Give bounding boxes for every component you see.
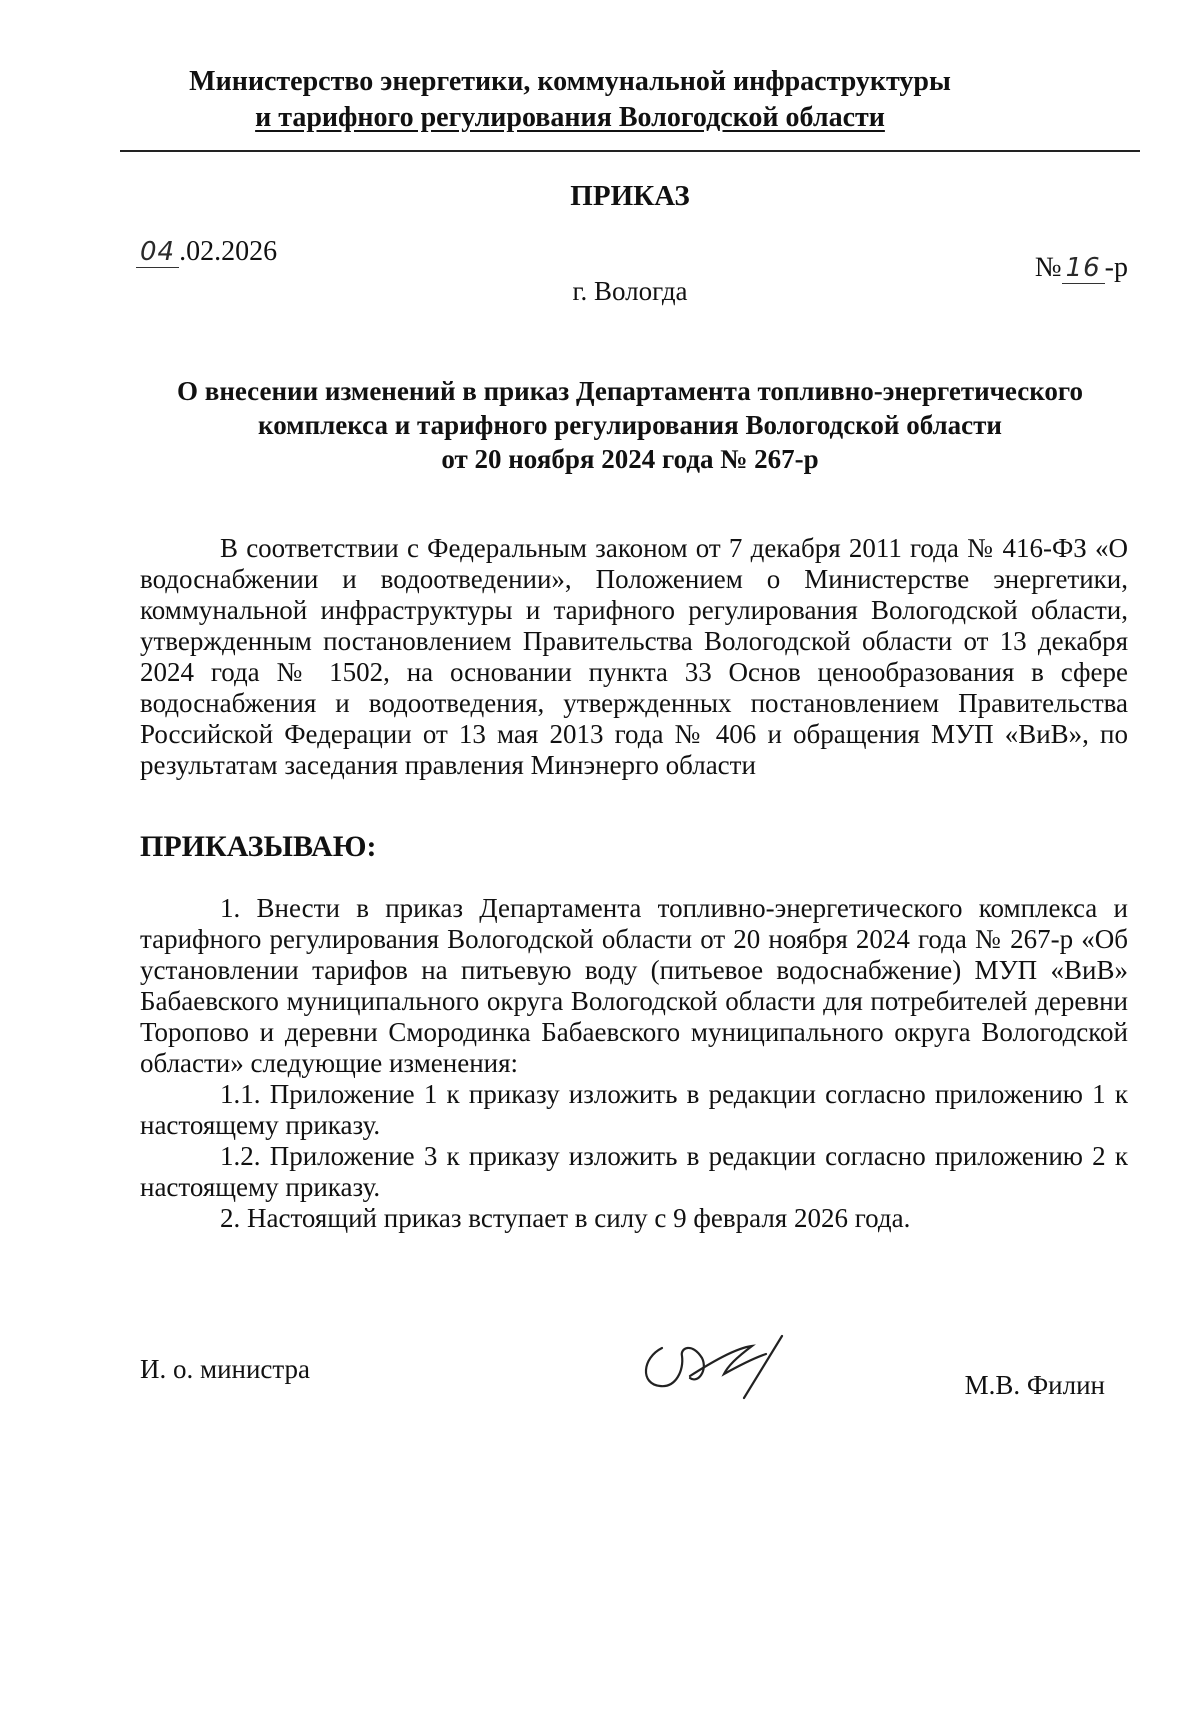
title-line1: О внесении изменений в приказ Департамента топливно-энергетического — [176, 376, 1083, 406]
signer-position: И. о. министра — [140, 1354, 311, 1384]
ministry-name-line1: Министерство энергетики, коммунальной инфраструктуры — [189, 66, 951, 97]
order-item-2: 2. Настоящий приказ вступает в силу с 9 февраля 2026 года. — [220, 1203, 911, 1233]
document-city: г. Вологда — [572, 276, 688, 306]
document-type: ПРИКАЗ — [570, 180, 690, 212]
title-line3: от 20 ноября 2024 года № 267-р — [441, 444, 819, 474]
number-handwritten: 16 — [1062, 253, 1105, 284]
document-date — [136, 236, 277, 268]
date-day-handwritten: 04 — [136, 237, 179, 268]
document-title — [140, 374, 1120, 476]
number-suffix: -р — [1104, 252, 1128, 283]
order-item-1: 1. Внести в приказ Департамента топливно-энергетического комплекса и тарифного регулирования Вологодской области от 20 ноября 2024 года № 267-р «Об установлении тарифов на питьевую воду (питьевое водоснабжение) МУП «ВиВ» Бабаевского муниципального округа Вологодской области для потребителей деревни Торопово и деревни Смородинка Бабаевского муниципального округа Вологодской области» следующие изменения: — [140, 893, 1128, 1078]
date-rest: .02.2026 — [179, 236, 278, 267]
header-divider — [120, 150, 1140, 152]
preamble-paragraph: В соответствии с Федеральным законом от 7 декабря 2011 года № 416-ФЗ «О водоснабжении и водоотведении», Положением о Министерстве энергетики, коммунальной инфраструктуры и тарифного регулирования Вологодской области, утвержденным постановлением Правительства Вологодской области от 13 декабря 2024 года № 1502, на основании пункта 33 Основ ценообразования в сфере водоснабжения и водоотведения, утвержденных постановлением Правительства Российской Федерации от 13 мая 2013 года № 406 и обращения МУП «ВиВ», по результатам заседания правления Минэнерго области — [140, 533, 1128, 780]
order-item-1-2: 1.2. Приложение 3 к приказу изложить в редакции согласно приложению 2 к настоящему приказу. — [140, 1141, 1128, 1202]
ministry-name-line2: и тарифного регулирования Вологодской области — [255, 102, 885, 133]
order-word: ПРИКАЗЫВАЮ: — [140, 830, 377, 863]
order-item-1-1: 1.1. Приложение 1 к приказу изложить в редакции согласно приложению 1 к настоящему приказу. — [140, 1079, 1128, 1140]
handwritten-signature — [632, 1318, 812, 1408]
title-line2: комплекса и тарифного регулирования Вологодской области — [258, 410, 1002, 440]
number-prefix: № — [1034, 252, 1062, 283]
ministry-header — [120, 64, 1020, 136]
order-items — [140, 893, 1128, 1234]
preamble — [140, 533, 1128, 781]
signer-name: М.В. Филин — [964, 1370, 1105, 1400]
